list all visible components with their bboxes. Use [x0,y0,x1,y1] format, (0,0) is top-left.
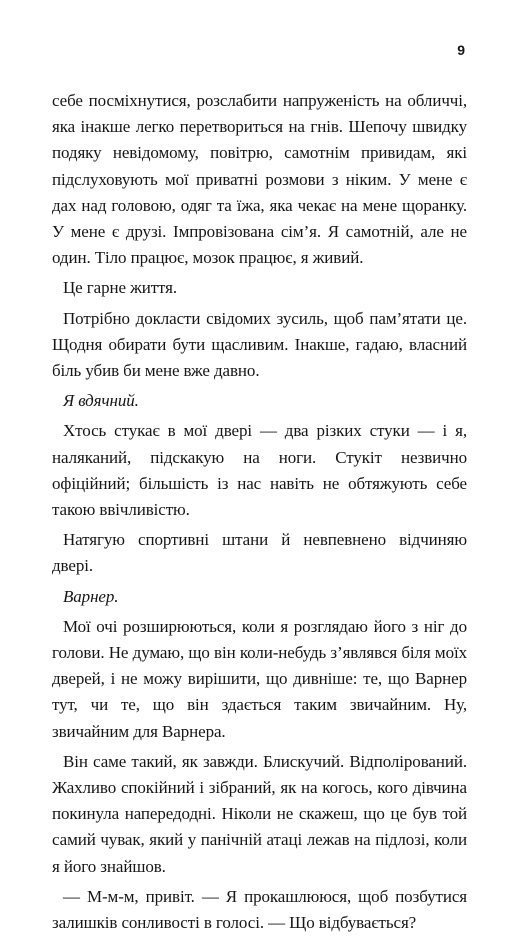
paragraph: Він саме такий, як завжди. Блискучий. Відполірований. Жахливо спокійний і зібраний, як на когось, кого дівчина покинула напередодні. Ніколи не скажеш, що це був той самий чувак, який у панічній атаці лежав на підлозі, коли я його знайшов. [52,751,467,876]
paragraph-italic: Варнер. [63,586,119,606]
paragraph: Хтось стукає в мої двері — два різких стуки — і я, наляканий, підскакую на ноги. Стукіт незвично офіційний; більшість із нас навіть не обтяжують себе такою ввічливістю. [52,421,467,520]
page-number: 9 [457,42,465,58]
paragraph: Мої очі розширюються, коли я розглядаю його з ніг до голови. Не думаю, що він коли-небудь з’являвся біля моїх дверей, і не можу вирішити, що дивніше: те, що Варнер тут, чи те, що він здається таким звичайним. Ну, звичайним для Варнера. [52,616,467,741]
body-text [52,88,467,936]
paragraph: Натягую спортивні штани й невпевнено відчиняю двері. [52,530,467,576]
paragraph-italic: Я вдячний. [63,391,139,411]
paragraph: Потрібно докласти свідомих зусиль, щоб пам’ятати це. Щодня обирати бути щасливим. Інакше, гадаю, власний біль убив би мене вже давно. [52,308,467,381]
paragraph: Це гарне життя. [63,278,178,298]
paragraph: себе посміхнутися, розслабити напруженість на обличчі, яка інакше легко перетвориться на гнів. Шепочу швидку подяку невідомому, повітрю, самотнім привидам, які підслуховують мої приватні розмови з ніким. У мене є дах над головою, одяг та їжа, яка чекає на мене щоранку. У мене є друзі. Імпровізована сім’я. Я самотній, але не один. Тіло працює, мозок працює, я живий. [52,91,467,268]
paragraph: — М-м-м, привіт. — Я прокашлююся, щоб позбутися залишків сонливості в голосі. — Що відбувається? [52,886,467,933]
